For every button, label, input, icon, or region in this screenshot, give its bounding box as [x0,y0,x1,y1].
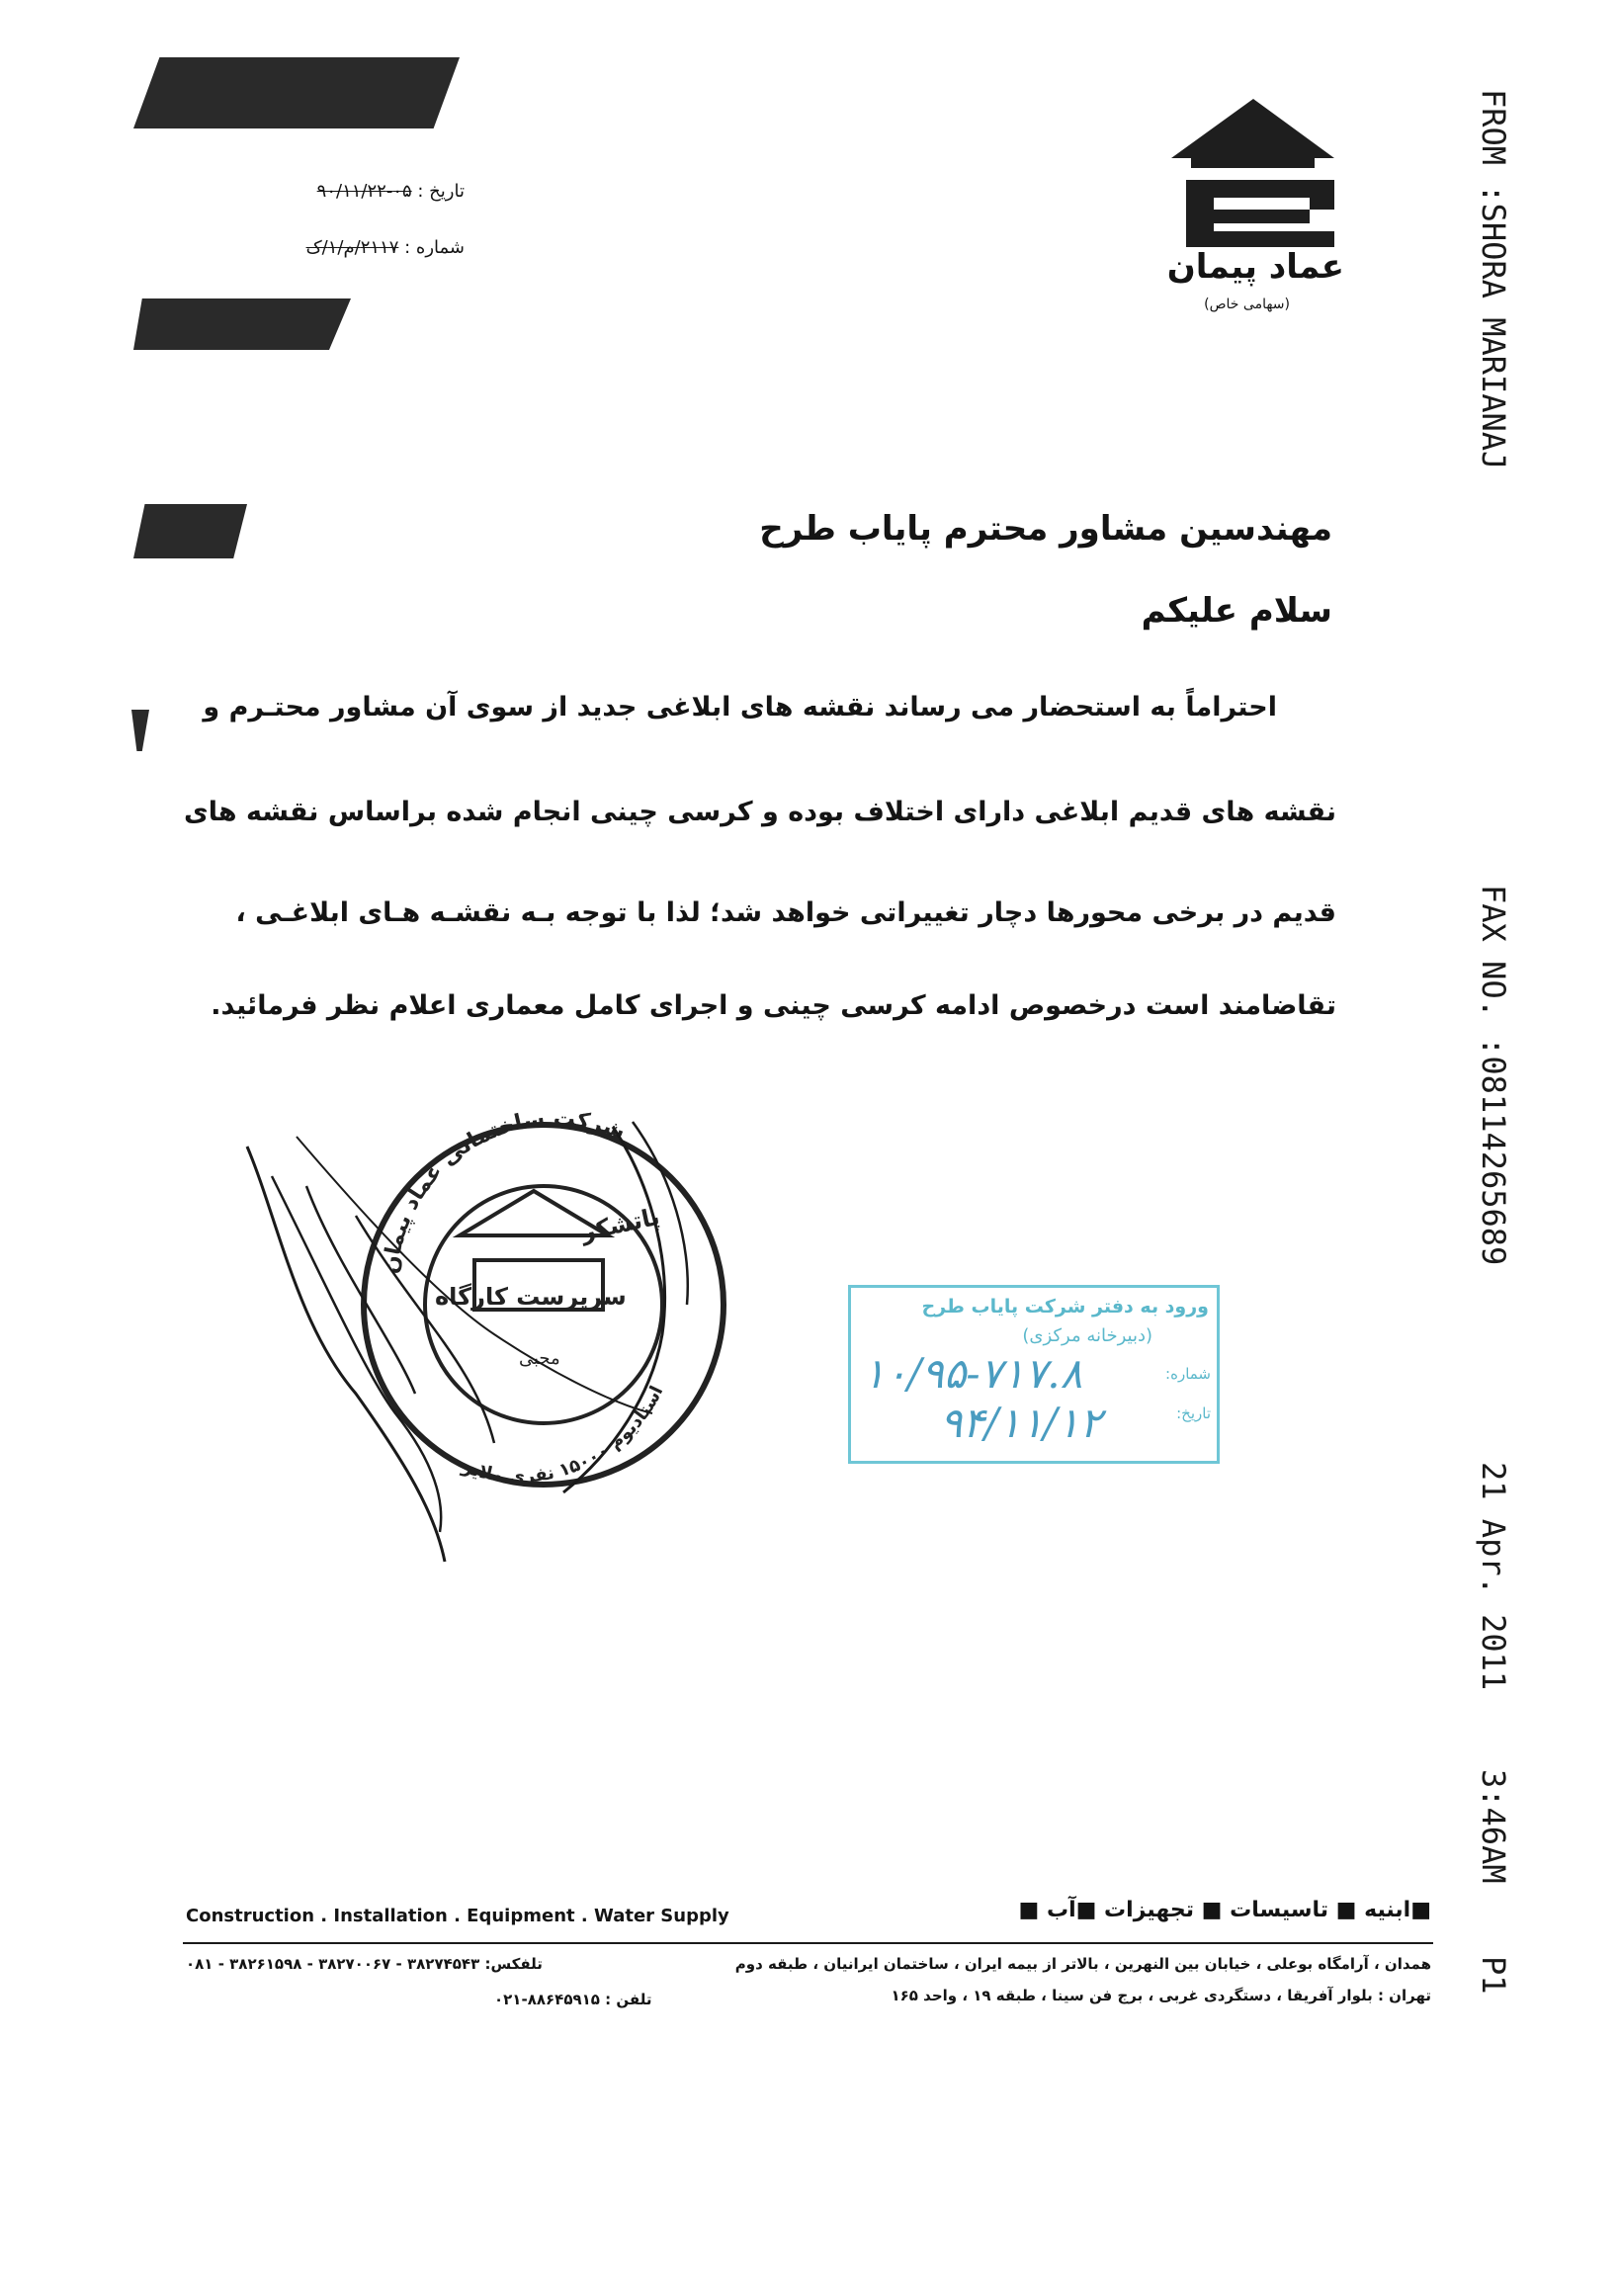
seal-inner-sign: محبی [519,1348,560,1369]
addressee: مهندسین مشاور محترم پایاب طرح [759,509,1332,549]
fax-time: 3:46AM [1475,1768,1512,1884]
receipt-number-value: ۱۰/۹۵-۷۱۷.۸ [863,1349,1083,1398]
footer-hamedan-phone: تلفکس: ۳۸۲۷۴۵۴۳ - ۳۸۲۷۰۰۶۷ - ۳۸۲۶۱۵۹۸ - ۰۸۱ [186,1955,543,1973]
receipt-number-label: شماره: [1165,1365,1211,1383]
seal-inner-top: پاتشکر [578,1202,662,1246]
fax-page: P1 [1475,1956,1512,1995]
footer-hamedan-address: همدان ، آرامگاه بوعلی ، خیابان بین النهرین ، بالاتر از بیمه ایران ، ساختمان ایرانیان ، طبقه دوم [734,1955,1431,1973]
date-label: تاریخ : [417,181,465,202]
body-line-1: احتراماً به استحضار می رساند نقشه های ابلاغی جدید از سوی آن مشاور محتـرم و [203,692,1277,723]
redaction-mark-margin [131,710,149,751]
seal-bottom-text: استادیوم ۱۵۰۰۰ نفری ملایر [460,1382,668,1488]
number-label: شماره : [404,237,465,258]
logo-mark-icon [1166,99,1339,247]
receipt-date-value: ۹۴/۱۱/۱۲ [940,1399,1102,1447]
seal-ring-text: شرکت ساختمانی عماد پیمان [379,1106,629,1276]
receipt-date-label: تاریخ: [1176,1404,1211,1422]
footer-divider [183,1942,1433,1944]
receipt-stamp [848,1285,1220,1464]
number-line [188,237,465,258]
footer-tehran-address: تهران : بلوار آفریقا ، دستگردی غربی ، برج فن سینا ، طبقه ۱۹ ، واحد ۱۶۵ [891,1987,1431,2004]
company-seal [237,1067,791,1581]
footer-services-fa: ■ابنیه ■ تاسیسات ■ تجهیزات ■آب ■ [1018,1898,1431,1922]
company-logo [1166,99,1344,326]
greeting: سلام علیکم [1141,591,1332,631]
company-name: عماد پیمان [1166,247,1344,287]
redaction-bar-top [133,57,460,128]
redaction-bar-addressee [133,504,247,558]
fax-date: 21 Apr. 2011 [1475,1462,1512,1691]
body-line-3: قدیم در برخی محورها دچار تغییراتی خواهد شد؛ لذا با توجه بـه نقشـه هـای ابلاغـی ، [235,897,1336,928]
receipt-subtitle: (دبیرخانه مرکزی) [1022,1325,1152,1346]
body-line-2: نقشه های قدیم ابلاغی دارای اختلاف بوده و کرسی چینی انجام شده براساس نقشه های [184,797,1336,827]
number-value: ۲۱۱۷/م/۱/ک [305,237,399,258]
body-line-4: تقاضامند است درخصوص ادامه کرسی چینی و اجرای کامل معماری اعلام نظر فرمائید. [211,990,1336,1021]
date-value: ۰۵-۹۰/۱۱/۲۲ [316,181,412,202]
footer-services-en: Construction . Installation . Equipment . Water Supply [186,1906,729,1926]
fax-header [1453,89,1512,1995]
date-line [188,181,465,202]
fax-from: FROM :SHORA MARIANAJ [1475,89,1512,470]
footer-tehran-phone: تلفن : ۸۸۶۴۵۹۱۵-۰۲۱ [494,1991,652,2008]
company-type: (سهامی خاص) [1204,297,1290,312]
seal-inner-mid: سرپرست کارگاه [435,1283,627,1311]
redaction-bar-header-bottom [133,298,351,350]
fax-number: FAX NO. :08114265689 [1475,884,1512,1265]
receipt-title: ورود به دفتر شرکت پایاب طرح [921,1296,1209,1318]
